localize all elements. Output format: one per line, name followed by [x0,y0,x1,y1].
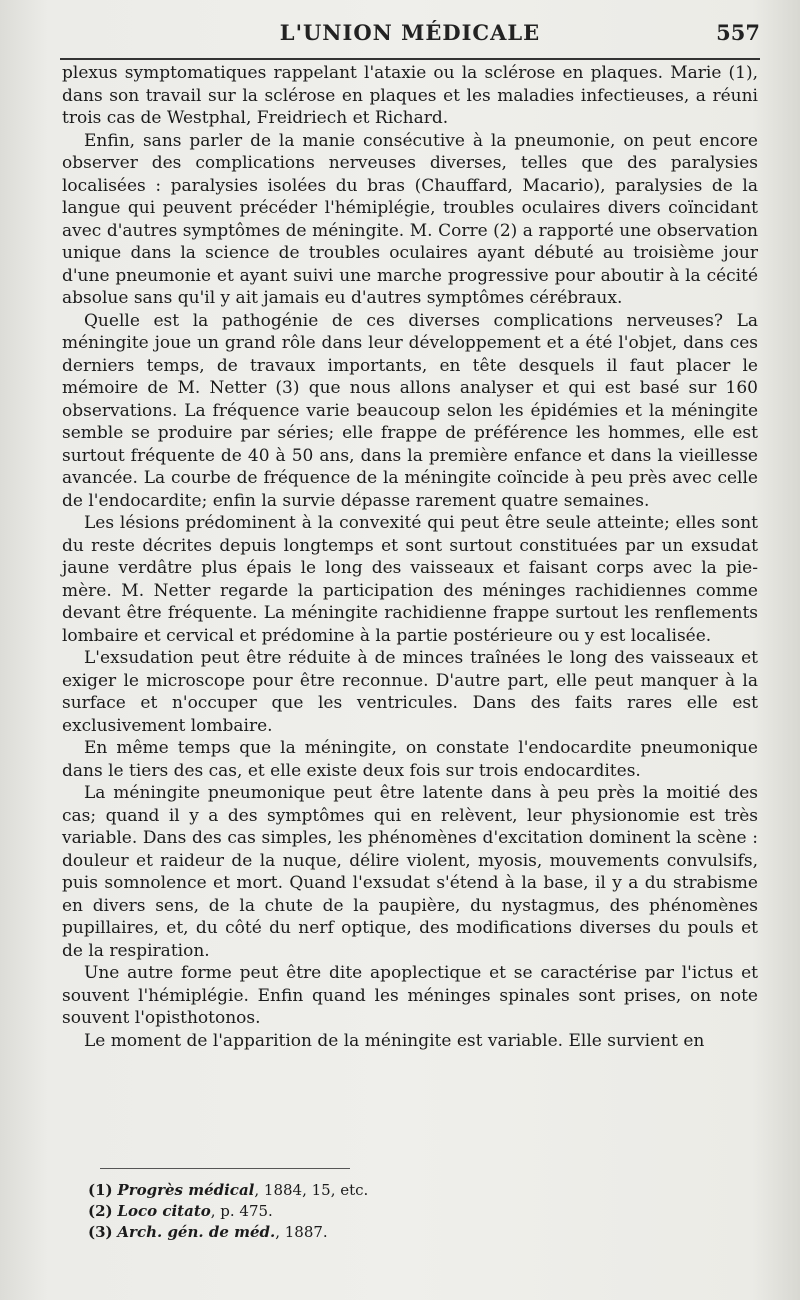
paragraph: Quelle est la pathogénie de ces diverses complications nerveuses? La méningite joue un grand rôle dans leur développement et a été l'objet, dans ces derniers temps, de travaux importants, en tête desquels il faut placer le mémoire de M. Netter (3) que nous allons analyser et qui est basé sur 160 observations. La fréquence varie beaucoup selon les épidémies et la méningite semble se produire par séries; elle frappe de préférence les hommes, elle est surtout fréquente de 40 à 50 ans, dans la première enfance et dans la vieillesse avancée. La courbe de fréquence de la méningite coïncide à peu près avec celle de l'endocardite; enfin la survie dépasse rarement quatre semaines. [62,310,758,511]
footnote-rule [100,1168,350,1169]
footnote-details: , 1884, 15, etc. [254,1181,369,1199]
paragraph: plexus symptomatiques rappelant l'ataxie ou la sclérose en plaques. Marie (1), dans son travail sur la sclérose en plaques et les maladies infectieuses, a réuni trois cas de Westphal, Freidriech et Richard. [62,63,758,128]
footnote-source: Progrès médical [117,1181,255,1199]
footnote-details: , p. 475. [210,1202,273,1220]
paragraph: La méningite pneumonique peut être latente dans à peu près la moitié des cas; quand il y a des symptômes qui en relèvent, leur physionomie est très variable. Dans des cas simples, les phénomènes d'excitation dominent la scène : douleur et raideur de la nuque, délire violent, myosis, mouvements convulsifs, puis somnolence et mort. Quand l'exsudat s'étend à la base, il y a du strabisme en divers sens, de la chute de la paupière, du nystagmus, des phénomènes pupillaires, et, du côté du nerf optique, des modifications diverses du pouls et de la respiration. [62,783,758,961]
header-rule [60,58,760,60]
footnote-number: (3) [88,1223,113,1241]
footnote-source: Arch. gén. de méd. [117,1223,276,1241]
footnote [88,1222,728,1243]
running-title: L'UNION MÉDICALE [279,20,541,45]
paragraph: Les lésions prédominent à la convexité qui peut être seule atteinte; elles sont du reste décrites depuis longtemps et sont surtout constituées par un exsudat jaune verdâtre plus épais le long des vaisseaux et faisant corps avec la pie-mère. M. Netter regarde la participation des méninges rachidiennes comme devant être fréquente. La méningite rachidienne frappe surtout les renflements lombaire et cervical et prédomine à la partie postérieure ou y est localisée. [62,513,758,646]
body-text [62,62,758,1052]
footnotes [88,1180,728,1243]
page-number: 557 [716,20,760,45]
footnote-source: Loco citato [117,1202,211,1220]
footnote-number: (2) [88,1202,113,1220]
paragraph: L'exsudation peut être réduite à de minces traînées le long des vaisseaux et exiger le microscope pour être reconnue. D'autre part, elle peut manquer à la surface et n'occuper que les ventricules. Dans des faits rares elle est exclusivement lombaire. [62,648,758,736]
footnote-number: (1) [88,1181,113,1199]
footnote [88,1201,728,1222]
footnote [88,1180,728,1201]
paragraph: Une autre forme peut être dite apoplectique et se caractérise par l'ictus et souvent l'hémiplégie. Enfin quand les méninges spinales sont prises, on note souvent l'opisthotonos. [62,963,758,1028]
footnote-details: , 1887. [275,1223,328,1241]
paragraph: Le moment de l'apparition de la méningite est variable. Elle survient en [84,1030,705,1051]
paragraph: En même temps que la méningite, on constate l'endocardite pneumonique dans le tiers des cas, et elle existe deux fois sur trois endocardites. [62,738,758,781]
page-header [60,18,760,52]
paragraph: Enfin, sans parler de la manie consécutive à la pneumonie, on peut encore observer des complications nerveuses diverses, telles que des paralysies localisées : paralysies isolées du bras (Chauffard, Macario), paralysies de la langue qui peuvent précéder l'hémiplégie, troubles oculaires divers coïncidant avec d'autres symptômes de méningite. M. Corre (2) a rapporté une observation unique dans la science de troubles oculaires ayant débuté au troisième jour d'une pneumonie et ayant suivi une marche progressive pour aboutir à la cécité absolue sans qu'il y ait jamais eu d'autres symptômes cérébraux. [62,130,758,308]
